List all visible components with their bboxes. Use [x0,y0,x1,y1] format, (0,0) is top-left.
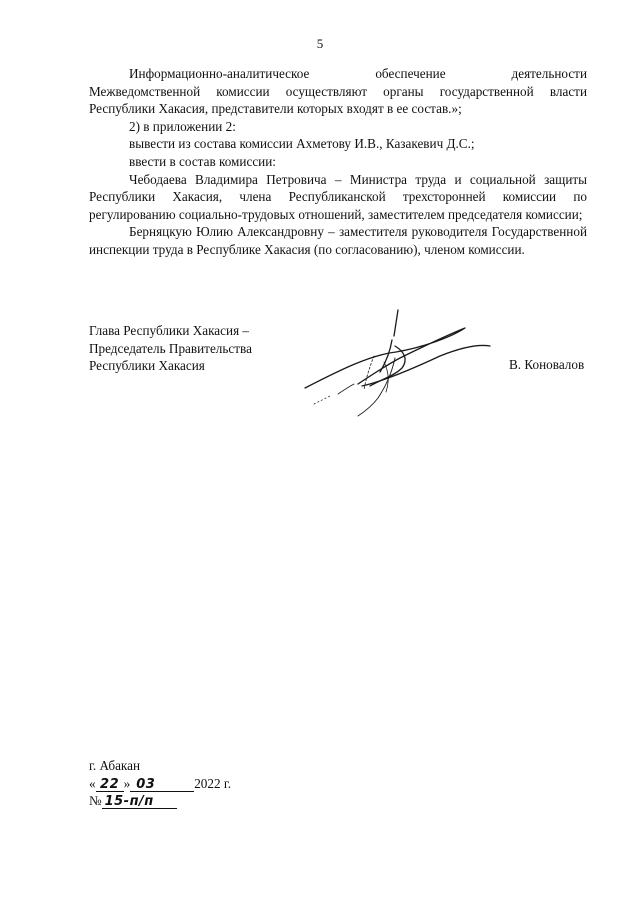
handwritten-signature [300,300,500,420]
paragraph-3: 2) в приложении 2: [129,118,236,134]
signatory-title-block [89,322,299,375]
number-label: № [89,793,102,809]
page-number: 5 [316,36,324,51]
paragraph-7: Берняцкую Юлию Александровну – заместителя руководителя Государственной инспекции труда в Республике Хакасия (по согласованию), членом комиссии. [89,224,587,257]
number-value: 15-п/п [102,795,177,809]
signatory-title-line-3: Республики Хакасия [89,358,205,374]
date-month: 03 [130,778,194,792]
date-open-quote: « [89,775,96,791]
paragraph-6: Чебодаева Владимира Петровича – Министра труда и социальной защиты Республики Хакасия, члена Республиканской трехсторонней комиссии по регулированию социально-трудовых отношений, заместителем председателя комиссии; [89,171,587,222]
document-footer [89,757,289,810]
signatory-name: В. Коновалов [509,357,585,372]
date-close-quote: » [123,775,131,791]
signatory-title-line-2: Председатель Правительства [89,340,252,356]
paragraph-1: Информационно-аналитическое обеспечение деятельности [129,66,587,81]
document-number [89,792,289,810]
signatory-title-line-1: Глава Республики Хакасия – [89,323,250,338]
date-year: 2022 г. [194,775,232,791]
paragraph-2: Межведомственной комиссии осуществляют органы государственной власти Республики Хакасия, представители которых входят в ее состав.»; [89,83,587,117]
paragraph-4: вывести из состава комиссии Ахметову И.В., Казакевич Д.С.; [129,136,475,152]
date-day: 22 [96,778,124,792]
paragraph-5: ввести в состав комиссии: [129,153,276,169]
document-body [89,65,587,259]
place-of-signing: г. Абакан [89,758,141,773]
signing-date [89,775,289,793]
